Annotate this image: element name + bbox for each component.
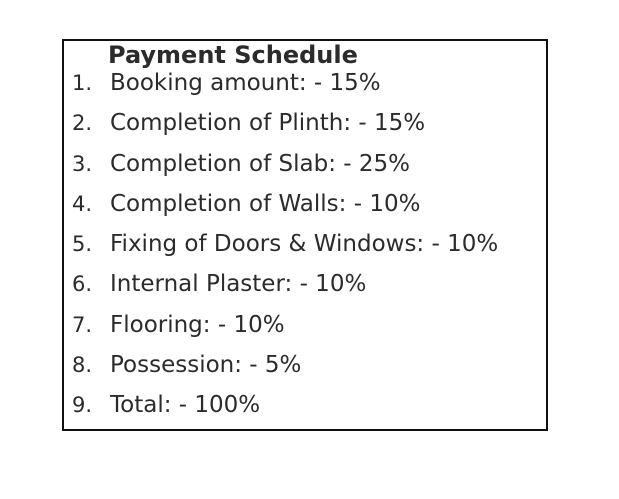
payment-schedule-box [62, 39, 548, 431]
item-text: Internal Plaster: - 10% [110, 271, 367, 298]
item-text: Completion of Walls: - 10% [110, 190, 421, 217]
item-text: Total: - 100% [110, 392, 261, 419]
item-number: 7. [72, 312, 93, 337]
schedule-title: Payment Schedule [108, 41, 358, 69]
item-number: 9. [72, 393, 93, 418]
item-text: Fixing of Doors & Windows: - 10% [110, 231, 499, 258]
item-text: Flooring: - 10% [110, 311, 285, 338]
item-number: 5. [72, 232, 93, 257]
item-text: Completion of Plinth: - 15% [110, 110, 426, 137]
item-number: 6. [72, 272, 93, 297]
item-number: 2. [72, 111, 93, 136]
item-number: 3. [72, 151, 93, 176]
item-number: 4. [72, 191, 93, 216]
item-text: Booking amount: - 15% [110, 70, 381, 96]
item-text: Possession: - 5% [110, 352, 302, 379]
item-number: 1. [72, 71, 93, 95]
item-text: Completion of Slab: - 25% [110, 150, 410, 177]
item-number: 8. [72, 353, 93, 378]
